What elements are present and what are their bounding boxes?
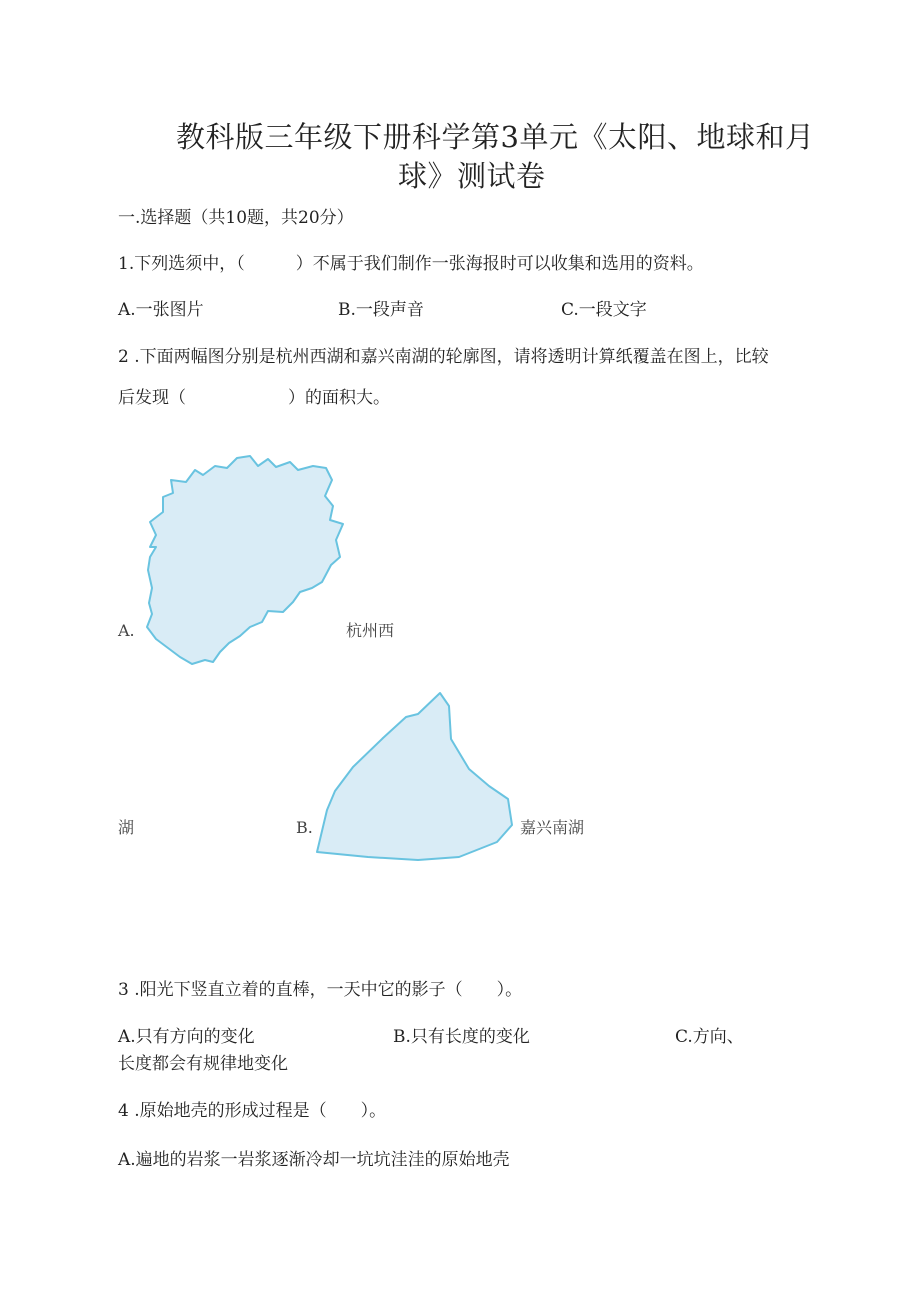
question-3-option-b: B.只有长度的变化: [393, 1027, 530, 1047]
question-3-option-c-cont: 长度都会有规律地变化: [118, 1054, 288, 1074]
question-3-option-c: C.方向、: [675, 1027, 744, 1047]
page-title-cont: 球》测试卷: [398, 159, 546, 193]
question-1-stem: 1.下列选须中，（ ）不属于我们制作一张海报时可以收集和选用的资料。: [118, 254, 704, 274]
question-4-stem: 4 .原始地壳的形成过程是（ ）。: [118, 1101, 387, 1121]
question-2-stem: 2 .下面两幅图分别是杭州西湖和嘉兴南湖的轮廓图，请将透明计算纸覆盖在图上，比较: [118, 347, 769, 367]
question-3-stem: 3 .阳光下竖直立着的直棒，一天中它的影子（ ）。: [118, 980, 523, 1000]
section-heading: 一.选择题（共10题，共20分）: [118, 208, 354, 228]
west-lake-name: 杭州西: [346, 621, 395, 640]
figure-label-a: A.: [118, 621, 135, 640]
question-2-stem-cont: 后发现（ ）的面积大。: [118, 388, 390, 408]
west-lake-outline: [147, 456, 343, 664]
question-3-option-a: A.只有方向的变化: [118, 1027, 255, 1047]
question-1-option-b: B.一段声音: [338, 300, 424, 320]
page-title: 教科版三年级下册科学第3单元《太阳、地球和月: [176, 120, 815, 154]
question-1-option-c: C.一段文字: [561, 300, 647, 320]
west-lake-name-cont: 湖: [118, 818, 135, 837]
south-lake-name: 嘉兴南湖: [520, 818, 585, 837]
figure-label-b: B.: [296, 818, 313, 837]
south-lake-outline: [317, 693, 512, 860]
question-4-option-a: A.遍地的岩浆一岩浆逐渐冷却一坑坑洼洼的原始地壳: [118, 1150, 510, 1170]
question-1-option-a: A.一张图片: [118, 300, 204, 320]
